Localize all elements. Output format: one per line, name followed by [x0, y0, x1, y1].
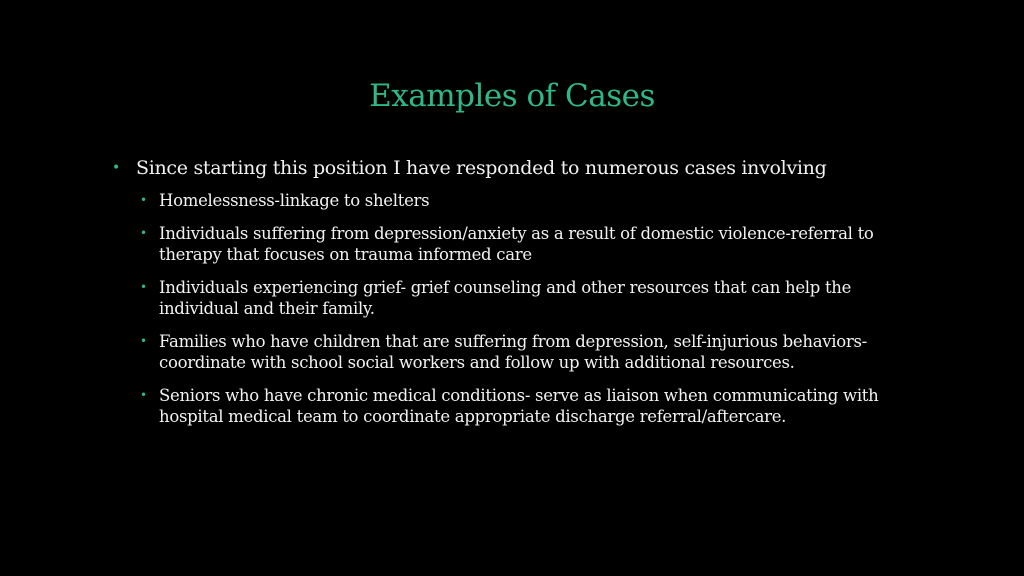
sub-bullet-text: Homelessness-linkage to shelters: [159, 191, 430, 210]
sub-bullet-text: Seniors who have chronic medical conditions- serve as liaison when communicating with hospital medical team to coordinate appropriate discharge referral/aftercare.: [159, 386, 879, 426]
slide-content: [112, 156, 932, 439]
sub-bullet-dot-icon: •: [140, 280, 147, 294]
sub-bullet-families: [140, 331, 932, 373]
sub-bullet-dot-icon: •: [140, 226, 147, 240]
bullet-dot-icon: •: [112, 160, 120, 176]
sub-bullet-seniors: [140, 385, 932, 427]
sub-bullet-depression-anxiety: [140, 223, 932, 265]
sub-bullet-text: Individuals suffering from depression/anxiety as a result of domestic violence-referral to therapy that focuses on trauma informed care: [159, 224, 874, 264]
bullet-main: [112, 156, 932, 180]
sub-bullet-homelessness: [140, 190, 932, 211]
slide-title: Examples of Cases: [369, 78, 655, 114]
sub-bullet-dot-icon: •: [140, 388, 147, 402]
sub-bullet-grief: [140, 277, 932, 319]
sub-bullet-text: Families who have children that are suffering from depression, self-injurious behaviors-coordinate with school social workers and follow up with additional resources.: [159, 332, 867, 372]
sub-bullet-text: Individuals experiencing grief- grief counseling and other resources that can help the individual and their family.: [159, 278, 852, 318]
sub-bullet-dot-icon: •: [140, 334, 147, 348]
sub-bullet-list: [140, 190, 932, 427]
bullet-main-text: Since starting this position I have responded to numerous cases involving: [136, 157, 827, 179]
sub-bullet-dot-icon: •: [140, 193, 147, 207]
